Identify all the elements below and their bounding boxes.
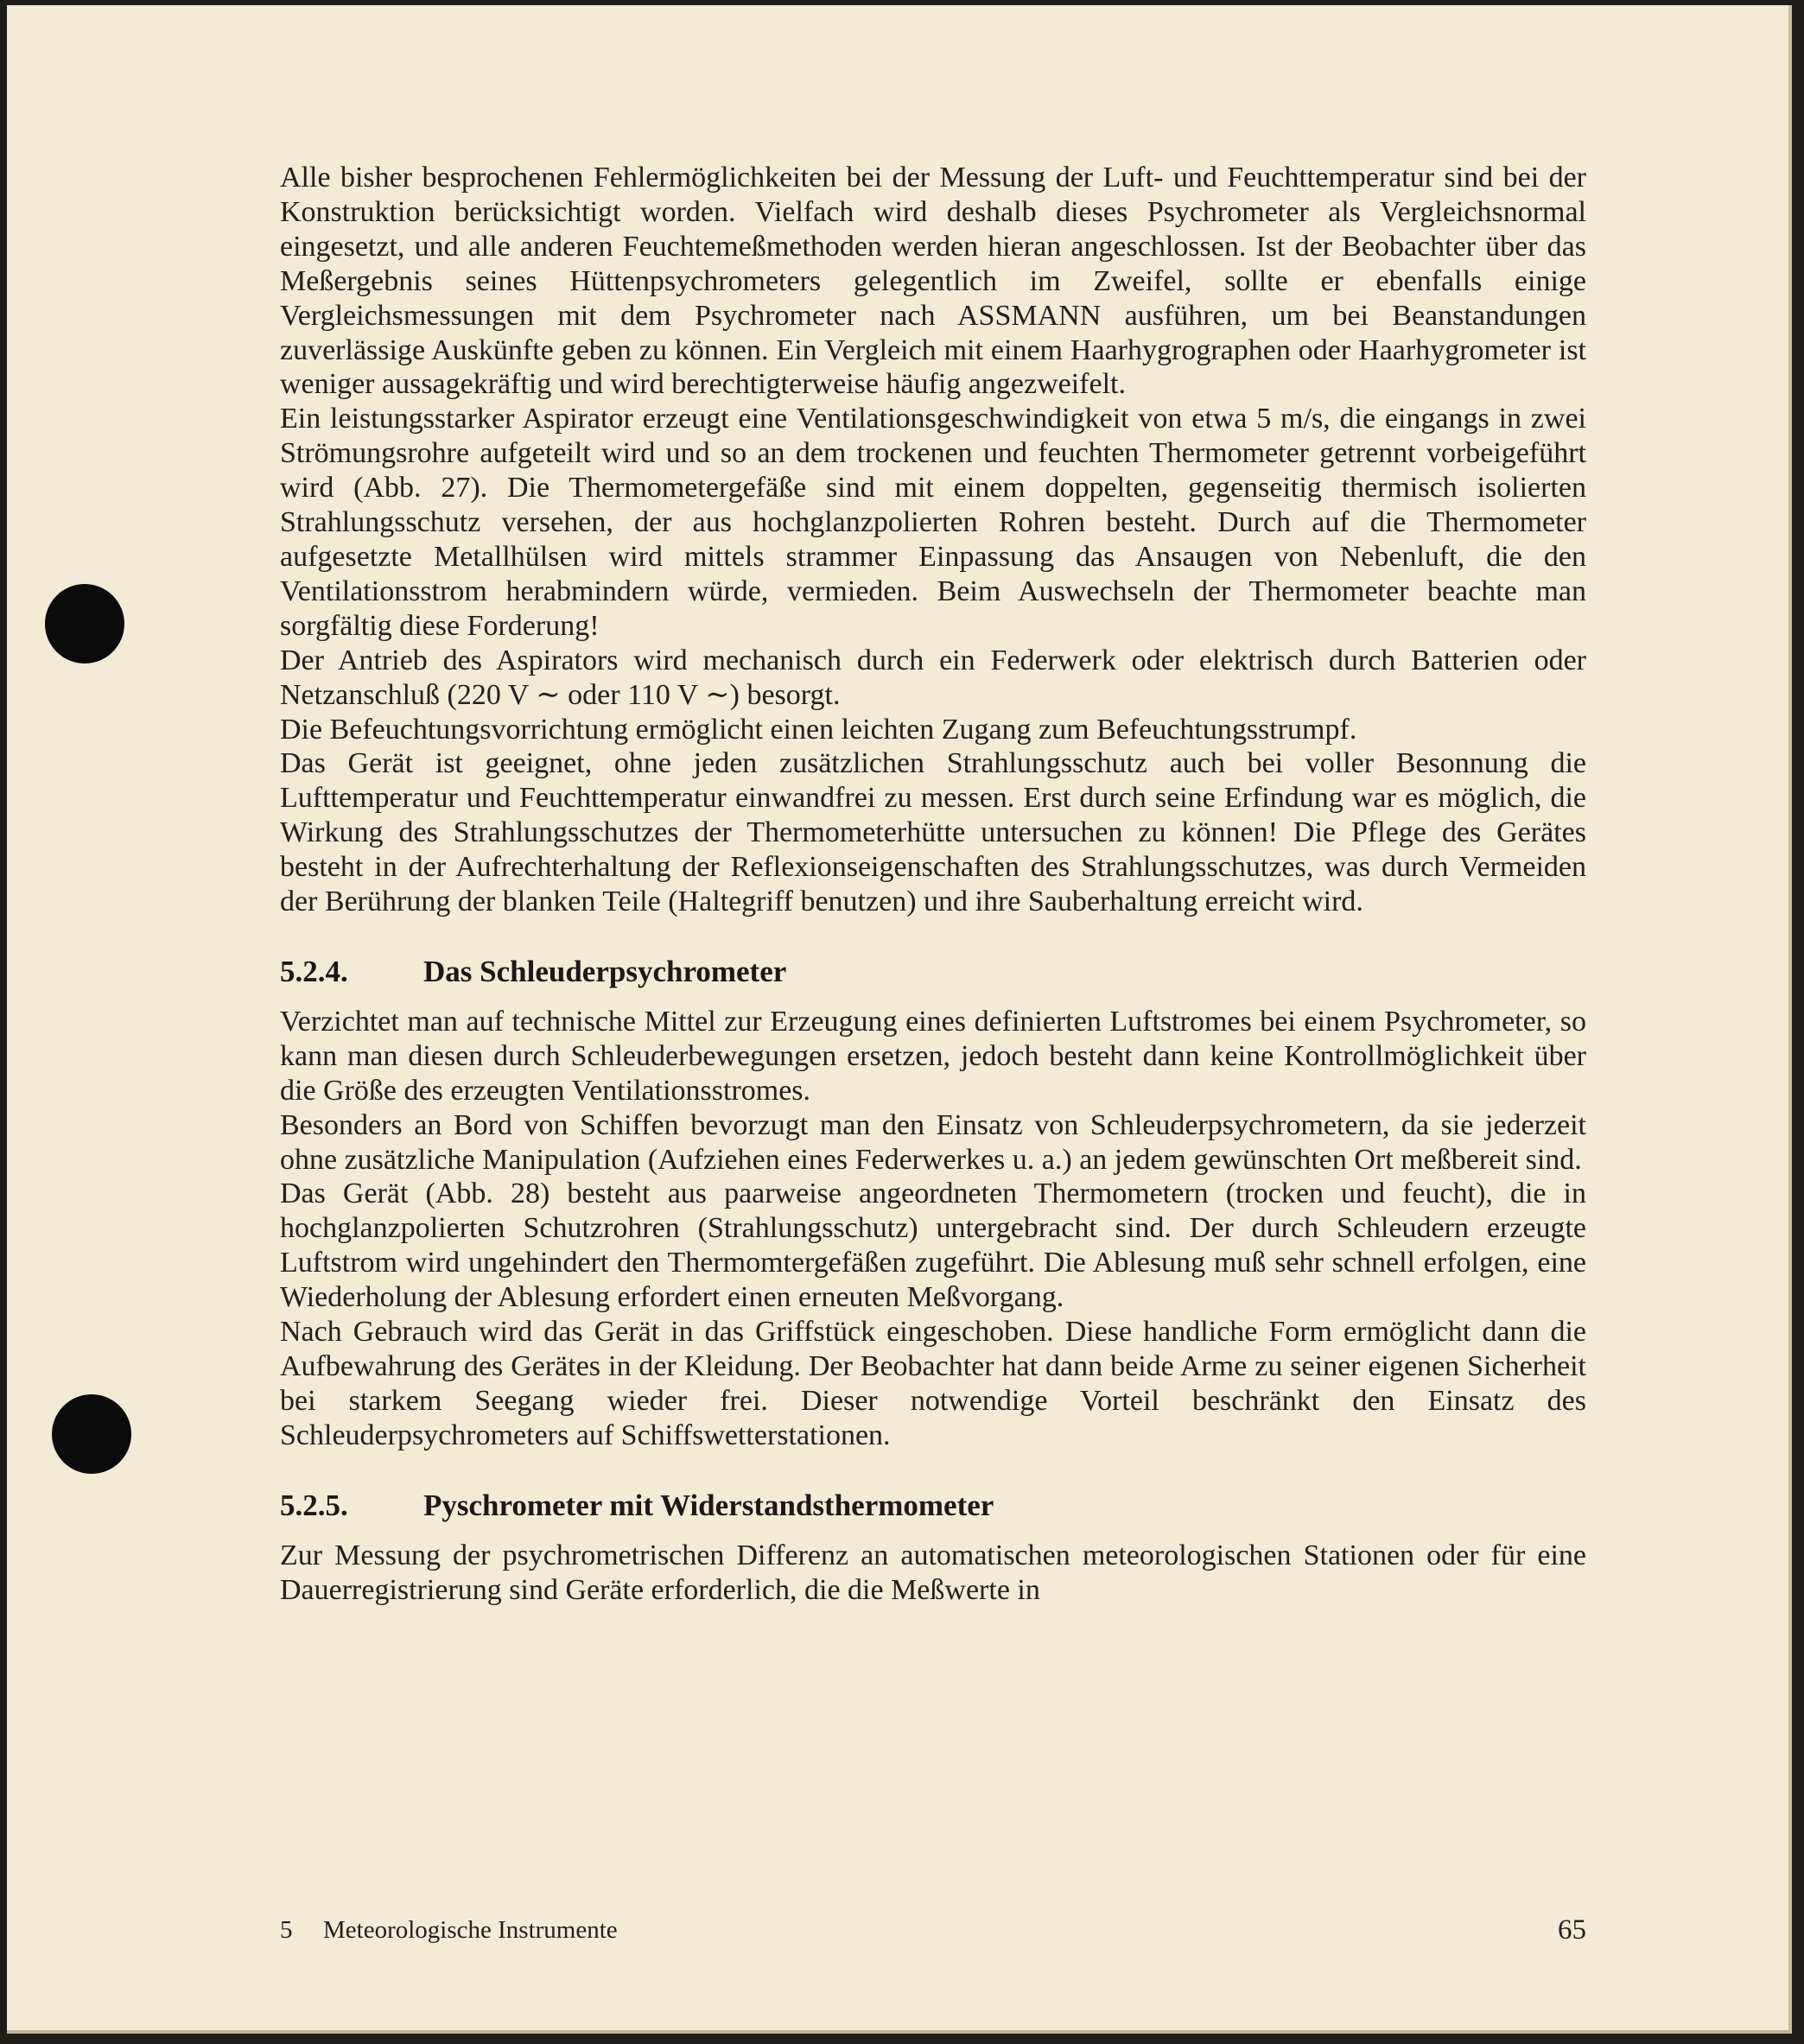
paragraph-sling-storage: Nach Gebrauch wird das Gerät in das Griffstück eingeschoben. Diese handliche Form ermöglicht dann die Aufbewahrung des Gerätes in der Kleidung. Der Beobachter hat dann beide Arme zu seiner eigenen Sicherheit bei starkem Seegang wieder frei. Dieser notwendige Vorteil beschränkt den Einsatz des Schleuderpsychrometers auf Schiffswetterstationen. — [280, 1316, 1586, 1451]
section-heading-5-2-4 — [280, 953, 1586, 991]
body-text — [280, 161, 1586, 1608]
paragraph-drive: Der Antrieb des Aspirators wird mechanisch durch ein Federwerk oder elektrisch durch Batterien oder Netzanschluß (220 V ∼ oder 110 V ∼) besorgt. — [280, 644, 1586, 711]
paragraph-sling-device: Das Gerät (Abb. 28) besteht aus paarweise angeordneten Thermometern (trocken und feucht), die in hochglanzpolierten Schutzrohren (Strahlungsschutz) untergebracht sind. Der durch Schleudern erzeugte Luftstrom wird ungehindert den Thermomtergefäßen zugeführt. Die Ablesung muß sehr schnell erfolgen, eine Wiederholung der Ablesung erfordert einen erneuten Meßvorgang. — [280, 1178, 1586, 1314]
paragraph-humidifier: Die Befeuchtungsvorrichtung ermöglicht einen leichten Zugang zum Befeuchtungsstrumpf. — [280, 713, 1357, 746]
section-heading-5-2-5 — [280, 1487, 1586, 1525]
paragraph-assmann-reference: Alle bisher besprochenen Fehlermöglichkeiten bei der Messung der Luft- und Feuchttemperatur sind bei der Konstruktion berücksichtigt worden. Vielfach wird deshalb dieses Psychrometer als Vergleichsnormal eingesetzt, und alle anderen Feuchtemeßmethoden werden hieran angeschlossen. Ist der Beobachter über das Meßergebnis seines Hüttenpsychrometers gelegentlich im Zweifel, sollte er ebenfalls einige Vergleichsmessungen mit dem Psychrometer nach ASSMANN ausführen, um bei Beanstandungen zuverlässige Auskünfte geben zu können. Ein Vergleich mit einem Haarhygrographen oder Haarhygrometer ist weniger aussagekräftig und wird berechtigterweise häufig angezweifelt. — [280, 162, 1586, 401]
paragraph-resistance-intro: Zur Messung der psychrometrischen Differenz an automatischen meteorologischen Stationen oder für eine Dauerregistrierung sind Geräte erforderlich, die die Meßwerte in — [280, 1539, 1586, 1606]
scanned-page — [7, 5, 1792, 2034]
paragraph-suitability: Das Gerät ist geeignet, ohne jeden zusätzlichen Strahlungsschutz auch bei voller Besonnung die Lufttemperatur und Feuchttemperatur einwandfrei zu messen. Erst durch seine Erfindung war es möglich, die Wirkung des Strahlungsschutzes der Thermometerhütte untersuchen zu können! Die Pflege des Gerätes besteht in der Aufrechterhaltung der Reflexionseigenschaften des Strahlungsschutzes, was durch Vermeiden der Berührung der blanken Teile (Haltegriff benutzen) und ihre Sauberhaltung erreicht wird. — [280, 747, 1586, 918]
section-number: 5.2.5. — [280, 1488, 348, 1522]
paragraph-sling-intro: Verzichtet man auf technische Mittel zur Erzeugung eines definierten Luftstromes bei einem Psychrometer, so kann man diesen durch Schleuderbewegungen ersetzen, jedoch besteht dann keine Kontrollmöglichkeit über die Größe des erzeugten Ventilationsstromes. — [280, 1005, 1586, 1107]
punch-hole-lower — [52, 1394, 131, 1474]
section-title: Pyschrometer mit Widerstandsthermometer — [423, 1488, 994, 1522]
section-number: 5.2.4. — [280, 954, 348, 988]
paragraph-aspirator: Ein leistungsstarker Aspirator erzeugt eine Ventilationsgeschwindigkeit von etwa 5 m/s, die eingangs in zwei Strömungsrohre aufgeteilt wird und so an dem trockenen und feuchten Thermometer getrennt vorbeigeführt wird (Abb. 27). Die Thermometergefäße sind mit einem doppelten, gegenseitig thermisch isolierten Strahlungsschutz versehen, der aus hochglanzpolierten Rohren besteht. Durch auf die Thermometer aufgesetzte Metallhülsen wird mittels strammer Einpassung das Ansaugen von Nebenluft, die den Ventilationsstrom herabmindern würde, vermieden. Beim Auswechseln der Thermometer beachte man sorgfältig diese Forderung! — [280, 403, 1586, 642]
punch-hole-upper — [45, 584, 124, 663]
page-footer — [280, 1916, 1586, 1945]
section-title: Das Schleuderpsychrometer — [423, 954, 787, 988]
page-number: 65 — [1558, 1914, 1586, 1946]
paragraph-sling-ships: Besonders an Bord von Schiffen bevorzugt man den Einsatz von Schleuderpsychrometern, da sie jederzeit ohne zusätzliche Manipulation (Aufziehen eines Federwerkes u. a.) an jedem gewünschten Ort meßbereit sind. — [280, 1108, 1586, 1176]
footer-chapter-title: Meteorologische Instrumente — [323, 1916, 618, 1944]
footer-chapter-number: 5 — [280, 1916, 293, 1944]
